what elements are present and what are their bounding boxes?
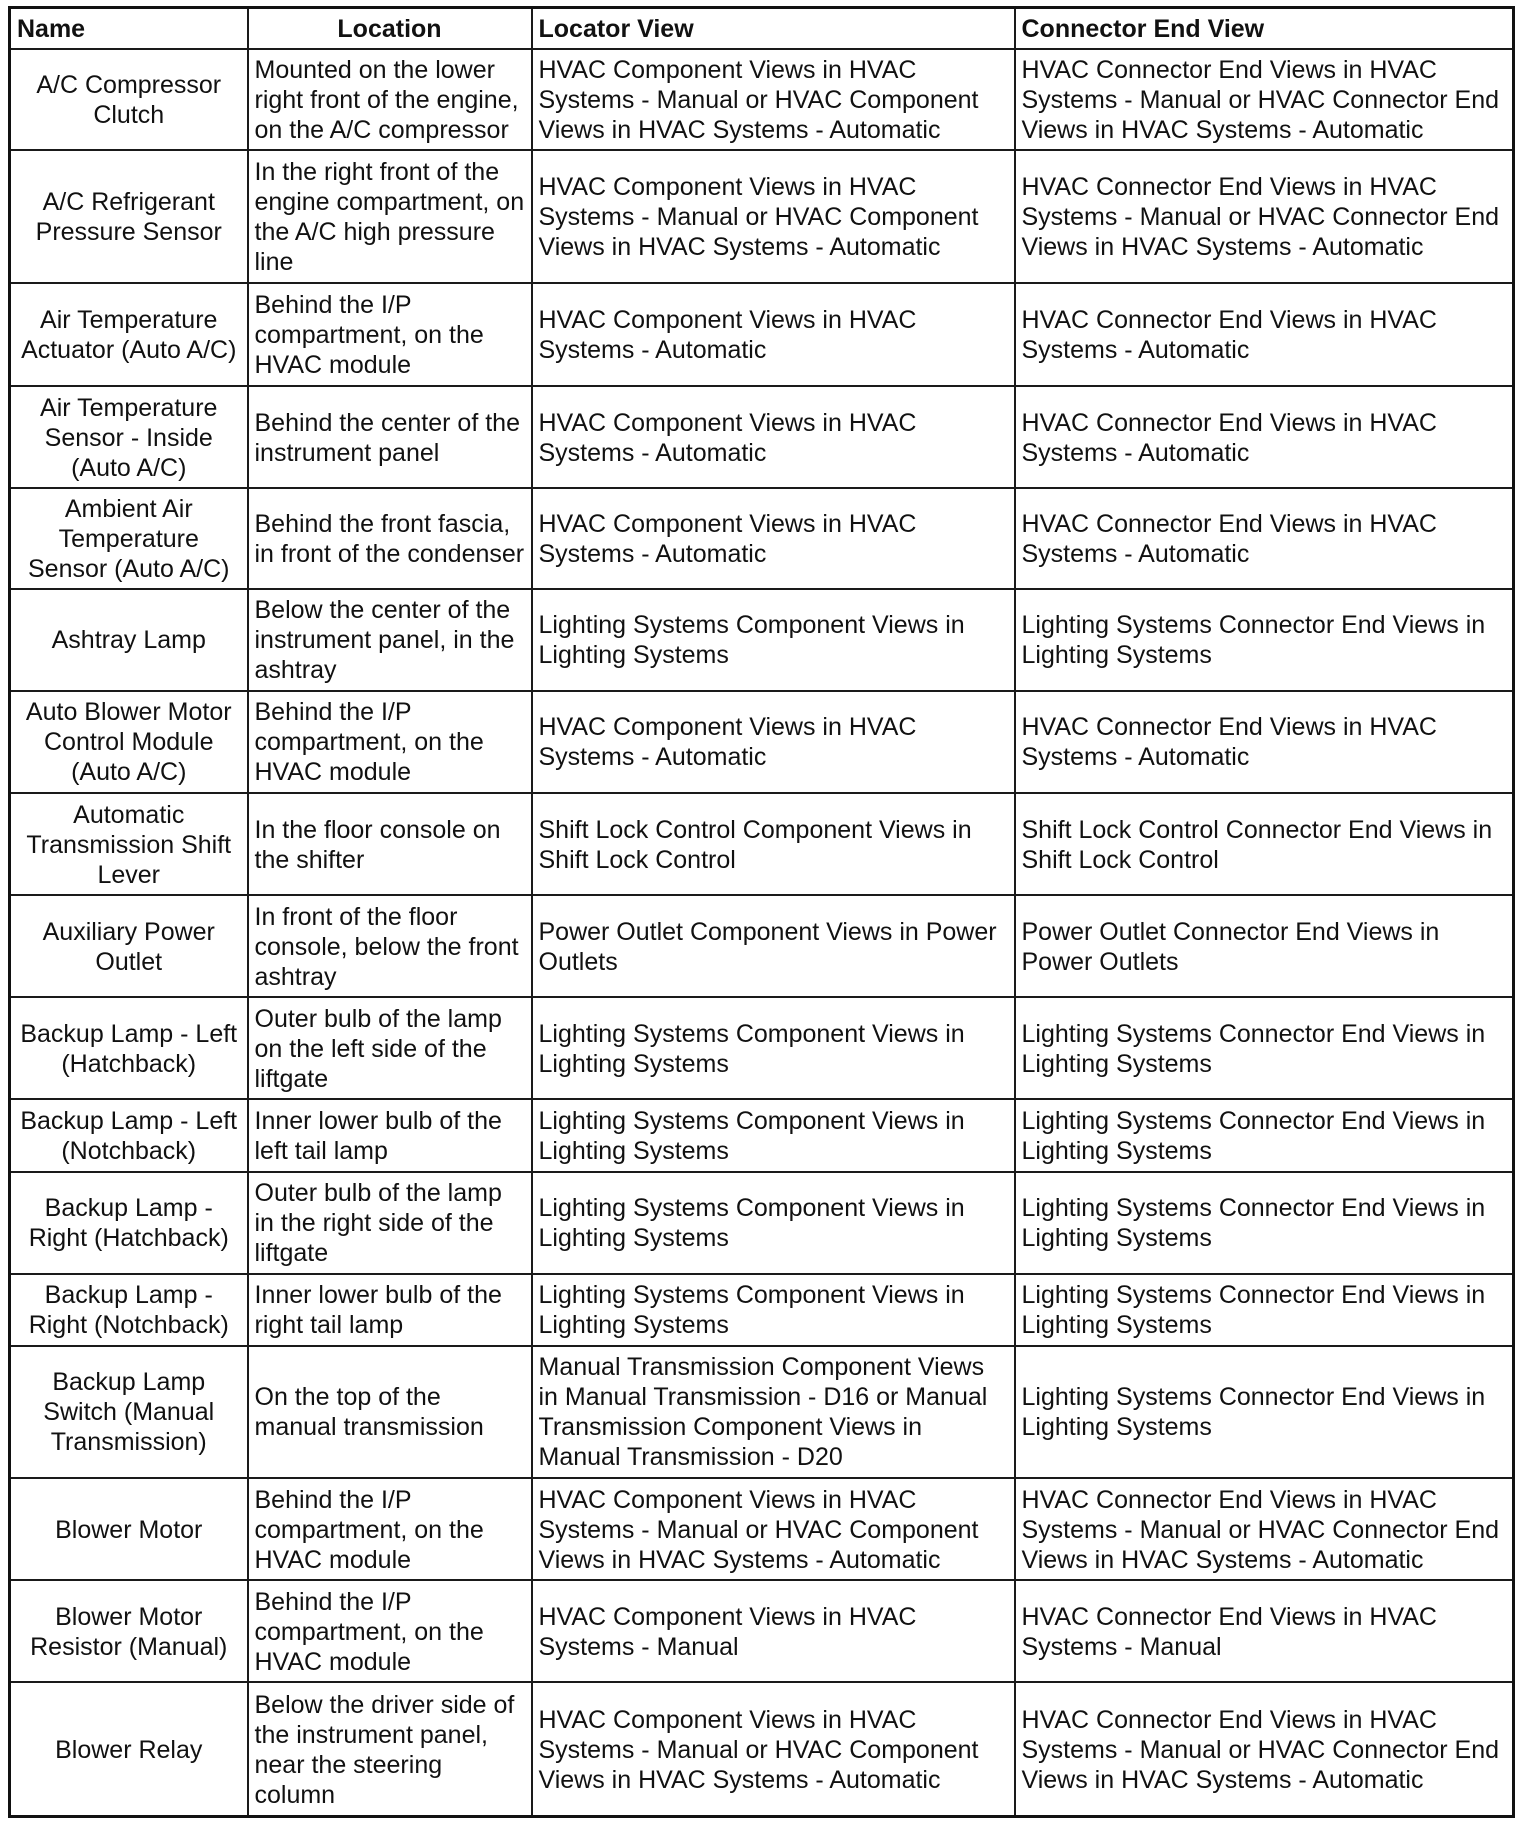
cell-location: Outer bulb of the lamp on the left side of the liftgate (248, 997, 532, 1099)
cell-location: In the right front of the engine compartment, on the A/C high pressure line (248, 150, 532, 283)
cell-name: A/C Refrigerant Pressure Sensor (10, 150, 248, 283)
cell-connector-end-view: HVAC Connector End Views in HVAC Systems - Manual or HVAC Connector End Views in HVAC Systems - Automatic (1015, 49, 1514, 150)
cell-locator-view: HVAC Component Views in HVAC Systems - Manual or HVAC Component Views in HVAC Systems - Automatic (532, 1478, 1015, 1580)
cell-locator-view: HVAC Component Views in HVAC Systems - Manual (532, 1580, 1015, 1682)
cell-connector-end-view: HVAC Connector End Views in HVAC Systems - Automatic (1015, 386, 1514, 487)
cell-connector-end-view: HVAC Connector End Views in HVAC Systems - Automatic (1015, 283, 1514, 386)
table-row (10, 386, 1514, 487)
cell-locator-view: Lighting Systems Component Views in Lighting Systems (532, 1274, 1015, 1346)
cell-name: Backup Lamp - Right (Hatchback) (10, 1172, 248, 1274)
cell-location: In front of the floor console, below the front ashtray (248, 895, 532, 997)
cell-connector-end-view: Shift Lock Control Connector End Views in Shift Lock Control (1015, 793, 1514, 895)
cell-location: Inner lower bulb of the right tail lamp (248, 1274, 532, 1346)
table-row (10, 150, 1514, 283)
cell-location: Behind the front fascia, in front of the condenser (248, 488, 532, 589)
component-locator-table (8, 6, 1515, 1818)
table-row (10, 1099, 1514, 1171)
cell-name: Backup Lamp - Right (Notchback) (10, 1274, 248, 1346)
cell-location: Below the driver side of the instrument panel, near the steering column (248, 1682, 532, 1816)
cell-location: Behind the center of the instrument panel (248, 386, 532, 487)
cell-name: Backup Lamp Switch (Manual Transmission) (10, 1346, 248, 1478)
cell-name: Automatic Transmission Shift Lever (10, 793, 248, 895)
table-row (10, 1346, 1514, 1478)
cell-locator-view: Manual Transmission Component Views in Manual Transmission - D16 or Manual Transmission Component Views in Manual Transmission - D20 (532, 1346, 1015, 1478)
cell-connector-end-view: HVAC Connector End Views in HVAC Systems - Manual or HVAC Connector End Views in HVAC Systems - Automatic (1015, 1682, 1514, 1816)
cell-location: Mounted on the lower right front of the engine, on the A/C compressor (248, 49, 532, 150)
cell-locator-view: Lighting Systems Component Views in Lighting Systems (532, 1099, 1015, 1171)
cell-locator-view: HVAC Component Views in HVAC Systems - Manual or HVAC Component Views in HVAC Systems - Automatic (532, 49, 1015, 150)
cell-locator-view: Lighting Systems Component Views in Lighting Systems (532, 1172, 1015, 1274)
cell-locator-view: HVAC Component Views in HVAC Systems - Automatic (532, 283, 1015, 386)
column-header-locator-view: Locator View (532, 8, 1015, 50)
cell-location: On the top of the manual transmission (248, 1346, 532, 1478)
cell-locator-view: HVAC Component Views in HVAC Systems - Manual or HVAC Component Views in HVAC Systems - Automatic (532, 1682, 1015, 1816)
cell-name: Air Temperature Actuator (Auto A/C) (10, 283, 248, 386)
table-row (10, 793, 1514, 895)
table-row (10, 49, 1514, 150)
table-row (10, 283, 1514, 386)
table-row (10, 1682, 1514, 1816)
cell-name: Auxiliary Power Outlet (10, 895, 248, 997)
cell-connector-end-view: Lighting Systems Connector End Views in Lighting Systems (1015, 1346, 1514, 1478)
cell-name: Blower Motor Resistor (Manual) (10, 1580, 248, 1682)
cell-connector-end-view: Lighting Systems Connector End Views in Lighting Systems (1015, 589, 1514, 691)
cell-location: Behind the I/P compartment, on the HVAC module (248, 1580, 532, 1682)
cell-connector-end-view: HVAC Connector End Views in HVAC Systems - Manual or HVAC Connector End Views in HVAC Systems - Automatic (1015, 1478, 1514, 1580)
cell-connector-end-view: HVAC Connector End Views in HVAC Systems - Automatic (1015, 488, 1514, 589)
table-row (10, 1274, 1514, 1346)
cell-locator-view: HVAC Component Views in HVAC Systems - Automatic (532, 691, 1015, 793)
cell-locator-view: HVAC Component Views in HVAC Systems - Automatic (532, 488, 1015, 589)
table-row (10, 488, 1514, 589)
cell-name: Air Temperature Sensor - Inside (Auto A/C) (10, 386, 248, 487)
cell-name: Backup Lamp - Left (Hatchback) (10, 997, 248, 1099)
cell-locator-view: Lighting Systems Component Views in Lighting Systems (532, 589, 1015, 691)
column-header-connector-end-view: Connector End View (1015, 8, 1514, 50)
cell-location: Behind the I/P compartment, on the HVAC module (248, 1478, 532, 1580)
cell-locator-view: Power Outlet Component Views in Power Outlets (532, 895, 1015, 997)
cell-connector-end-view: Lighting Systems Connector End Views in Lighting Systems (1015, 1099, 1514, 1171)
cell-name: Blower Motor (10, 1478, 248, 1580)
cell-connector-end-view: Lighting Systems Connector End Views in Lighting Systems (1015, 997, 1514, 1099)
table-row (10, 589, 1514, 691)
cell-name: Auto Blower Motor Control Module (Auto A/C) (10, 691, 248, 793)
cell-location: Below the center of the instrument panel, in the ashtray (248, 589, 532, 691)
cell-connector-end-view: Lighting Systems Connector End Views in Lighting Systems (1015, 1172, 1514, 1274)
table-row (10, 1172, 1514, 1274)
table-row (10, 1580, 1514, 1682)
cell-locator-view: HVAC Component Views in HVAC Systems - Automatic (532, 386, 1015, 487)
table-row (10, 997, 1514, 1099)
cell-location: Behind the I/P compartment, on the HVAC module (248, 283, 532, 386)
table-row (10, 895, 1514, 997)
cell-location: Outer bulb of the lamp in the right side of the liftgate (248, 1172, 532, 1274)
cell-location: Inner lower bulb of the left tail lamp (248, 1099, 532, 1171)
cell-connector-end-view: HVAC Connector End Views in HVAC Systems - Manual or HVAC Connector End Views in HVAC Systems - Automatic (1015, 150, 1514, 283)
cell-location: In the floor console on the shifter (248, 793, 532, 895)
table-row (10, 691, 1514, 793)
cell-name: A/C Compressor Clutch (10, 49, 248, 150)
cell-name: Ashtray Lamp (10, 589, 248, 691)
column-header-location: Location (248, 8, 532, 50)
cell-name: Ambient Air Temperature Sensor (Auto A/C) (10, 488, 248, 589)
component-locator-document (8, 6, 1512, 1818)
table-row (10, 1478, 1514, 1580)
cell-connector-end-view: Lighting Systems Connector End Views in Lighting Systems (1015, 1274, 1514, 1346)
cell-locator-view: HVAC Component Views in HVAC Systems - Manual or HVAC Component Views in HVAC Systems - Automatic (532, 150, 1015, 283)
cell-connector-end-view: Power Outlet Connector End Views in Power Outlets (1015, 895, 1514, 997)
cell-location: Behind the I/P compartment, on the HVAC module (248, 691, 532, 793)
cell-connector-end-view: HVAC Connector End Views in HVAC Systems - Automatic (1015, 691, 1514, 793)
cell-name: Blower Relay (10, 1682, 248, 1816)
table-body (10, 49, 1514, 1817)
column-header-name: Name (10, 8, 248, 50)
cell-name: Backup Lamp - Left (Notchback) (10, 1099, 248, 1171)
cell-locator-view: Lighting Systems Component Views in Lighting Systems (532, 997, 1015, 1099)
cell-locator-view: Shift Lock Control Component Views in Shift Lock Control (532, 793, 1015, 895)
cell-connector-end-view: HVAC Connector End Views in HVAC Systems - Manual (1015, 1580, 1514, 1682)
table-header-row (10, 8, 1514, 50)
